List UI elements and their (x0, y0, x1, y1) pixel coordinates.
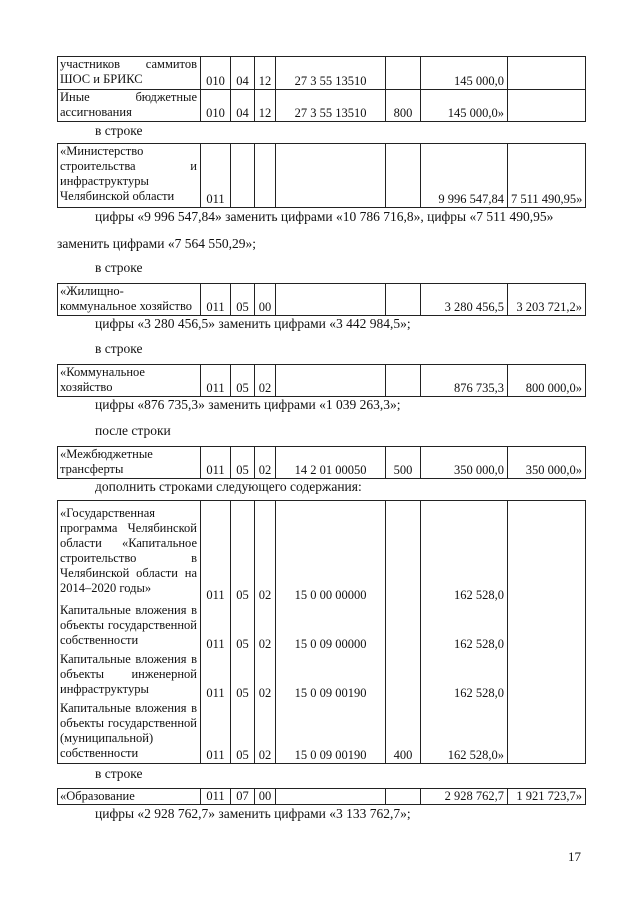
row-name: «Коммунальное хозяйство (58, 365, 201, 397)
cell-sum1: 876 735,3 (421, 365, 508, 397)
cell-rz: 05 (236, 588, 249, 602)
table-row (58, 57, 586, 90)
row-name: «Министерство строительства и инфраструктуры Челябинской области (58, 144, 201, 208)
cell-vr: 800 (386, 90, 421, 122)
cell-rz (231, 144, 255, 208)
instruction: заменить цифрами «7 564 550,29»; (57, 236, 256, 251)
cell-ved: 011 (206, 686, 225, 700)
cell-csr (276, 144, 386, 208)
cell-csr: 14 2 01 00050 (276, 447, 386, 479)
cell-rz: 05 (231, 284, 255, 316)
cell-rz: 07 (231, 789, 255, 805)
col-sum1 (421, 501, 508, 764)
cell-csr (276, 284, 386, 316)
cell-ved: 011 (201, 789, 231, 805)
cell-ved: 011 (201, 447, 231, 479)
cell-pr: 02 (255, 365, 276, 397)
cell-vr (386, 57, 421, 90)
cell-sum1: 162 528,0 (454, 686, 504, 700)
table-housing (57, 283, 586, 316)
table-new-rows (57, 500, 586, 764)
cell-pr (255, 144, 276, 208)
instruction: дополнить строками следующего содержания: (95, 479, 362, 494)
cell-sum2: 3 203 721,2» (508, 284, 586, 316)
table-transfers (57, 446, 586, 479)
cell-sum1: 162 528,0 (454, 637, 504, 651)
cell-vr: 500 (386, 447, 421, 479)
instruction: цифры «9 996 547,84» заменить цифрами «10 786 716,8», цифры «7 511 490,95» (95, 209, 554, 224)
cell-rz: 05 (236, 686, 249, 700)
cell-pr: 00 (255, 789, 276, 805)
cell-pr: 02 (258, 748, 272, 762)
cell-vr (386, 284, 421, 316)
instruction: в строке (95, 341, 143, 356)
row-name: «Образование (58, 789, 201, 805)
cell-pr: 02 (258, 686, 272, 700)
cell-csr: 15 0 09 00190 (294, 748, 367, 762)
page-number: 17 (568, 849, 581, 864)
cell-vr (386, 144, 421, 208)
row-name: Капитальные вложения в объекты государственной собственности (60, 603, 197, 647)
instruction: после строки (95, 423, 171, 438)
cell-rz: 05 (236, 748, 249, 762)
row-name: Капитальные вложения в объекты инженерной инфраструктуры (60, 652, 197, 696)
table-row (58, 447, 586, 479)
cell-sum2: 1 921 723,7» (508, 789, 586, 805)
cell-vr (389, 588, 417, 603)
cell-rz: 05 (231, 447, 255, 479)
table-cont (57, 56, 586, 122)
table-education (57, 788, 586, 805)
cell-sum2: 7 511 490,95» (508, 144, 586, 208)
instruction: цифры «3 280 456,5» заменить цифрами «3 442 984,5»; (95, 316, 411, 331)
cell-sum1: 162 528,0» (447, 748, 504, 762)
cell-pr: 00 (255, 284, 276, 316)
col-ved (201, 501, 231, 764)
cell-pr: 12 (255, 90, 276, 122)
row-name: Иные бюджетные ассигнования (58, 90, 201, 122)
cell-ved: 010 (201, 57, 231, 90)
cell-sum1: 162 528,0 (454, 588, 504, 602)
cell-sum1: 2 928 762,7 (421, 789, 508, 805)
cell-pr: 12 (255, 57, 276, 90)
cell-ved: 011 (206, 637, 225, 651)
cell-sum1: 9 996 547,84 (421, 144, 508, 208)
cell-pr: 02 (255, 447, 276, 479)
col-sum2 (508, 501, 586, 764)
table-communal (57, 364, 586, 397)
cell-ved: 011 (206, 748, 225, 762)
table-row (58, 144, 586, 208)
cell-csr: 27 3 55 13510 (276, 90, 386, 122)
row-name: «Межбюджетные трансферты (58, 447, 201, 479)
cell-csr: 15 0 09 00190 (294, 686, 367, 700)
row-name: участников саммитов ШОС и БРИКС (58, 57, 201, 90)
instruction: цифры «876 735,3» заменить цифрами «1 039 263,3»; (95, 397, 401, 412)
cell-csr: 15 0 00 00000 (294, 588, 367, 602)
cell-ved: 011 (201, 365, 231, 397)
cell-csr: 15 0 09 00000 (294, 637, 367, 651)
cell-vr (386, 789, 421, 805)
cell-csr (276, 789, 386, 805)
cell-vr (389, 686, 417, 701)
cell-sum1: 3 280 456,5 (421, 284, 508, 316)
cell-ved: 011 (206, 588, 225, 602)
col-csr (276, 501, 386, 764)
table-row (58, 90, 586, 122)
instruction: цифры «2 928 762,7» заменить цифрами «3 133 762,7»; (95, 806, 411, 821)
cell-pr: 02 (258, 637, 272, 651)
cell-vr: 400 (393, 748, 413, 762)
cell-ved: 011 (201, 284, 231, 316)
cell-sum2 (508, 57, 586, 90)
row-name: Капитальные вложения в объекты государственной (муниципальной) собственности (60, 701, 197, 760)
cell-sum1: 145 000,0» (421, 90, 508, 122)
cell-vr (386, 365, 421, 397)
cell-rz: 04 (231, 90, 255, 122)
instruction: в строке (95, 260, 143, 275)
table-row (58, 501, 586, 764)
cell-sum2 (508, 90, 586, 122)
col-vr (386, 501, 421, 764)
cell-sum1: 350 000,0 (421, 447, 508, 479)
instruction: в строке (95, 123, 143, 138)
cell-pr: 02 (258, 588, 272, 602)
cell-csr: 27 3 55 13510 (276, 57, 386, 90)
cell-rz: 04 (231, 57, 255, 90)
row-name: «Жилищно-коммунальное хозяйство (58, 284, 201, 316)
instruction: в строке (95, 766, 143, 781)
cell-csr (276, 365, 386, 397)
cell-ved: 011 (201, 144, 231, 208)
table-row (58, 365, 586, 397)
cell-sum2: 800 000,0» (508, 365, 586, 397)
cell-sum2: 350 000,0» (508, 447, 586, 479)
cell-rz: 05 (236, 637, 249, 651)
row-names (58, 501, 201, 764)
row-name: «Государственная программа Челябинской области «Капитальное строительство в Челябинской области на 2014–2020 годы» (60, 506, 197, 595)
table-row (58, 284, 586, 316)
cell-vr (389, 637, 417, 652)
col-pr (255, 501, 276, 764)
table-ministry (57, 143, 586, 208)
cell-rz: 05 (231, 365, 255, 397)
cell-ved: 010 (201, 90, 231, 122)
col-rz (231, 501, 255, 764)
cell-sum1: 145 000,0 (421, 57, 508, 90)
table-row (58, 789, 586, 805)
